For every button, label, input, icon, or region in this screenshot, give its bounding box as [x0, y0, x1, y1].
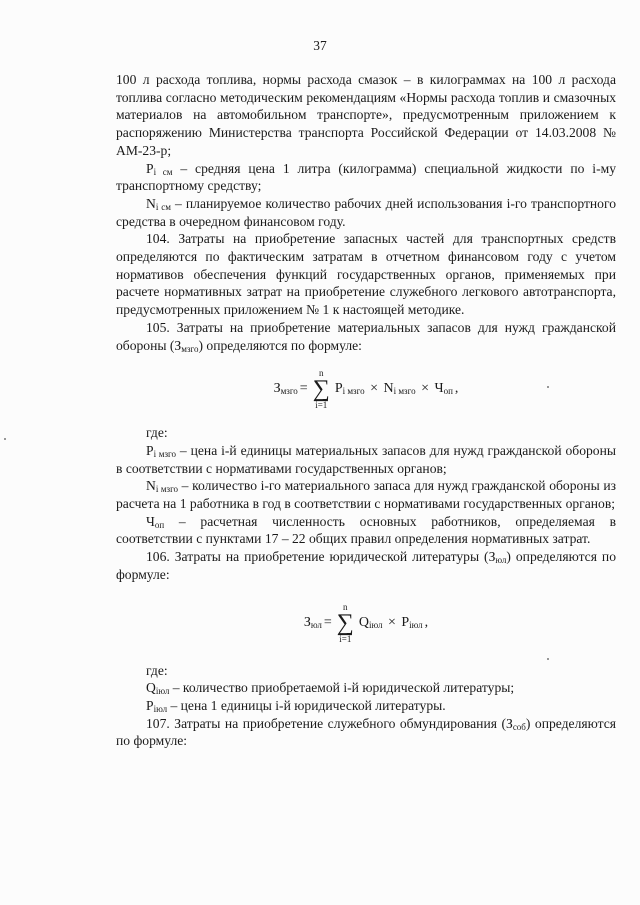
term-subscript: iюл: [368, 619, 383, 630]
definition-text: – количество приобретаемой i-й юридической литературы;: [169, 680, 515, 696]
symbol-subscript: i мзго: [155, 484, 179, 495]
lhs-symbol: З: [273, 381, 281, 397]
term-2: [383, 380, 415, 398]
definition-text: – расчетная численность основных работников, определяемая в соответствии с пунктами 17 – 22 общих правил определения нормативных затрат.: [116, 513, 616, 547]
times-sign: ×: [366, 381, 382, 397]
subscript: юл: [495, 555, 507, 566]
term-3: [434, 380, 452, 398]
symbol-subscript: iюл: [153, 703, 168, 714]
where-label: где:: [146, 425, 168, 441]
definition-text: – планируемое количество рабочих дней использования i-го транспортного средства в очередном финансовом году.: [116, 195, 616, 229]
symbol-subscript: iюл: [155, 686, 170, 697]
lhs-subscript: юл: [310, 619, 322, 630]
definition-n-mzgo: [116, 477, 616, 512]
scan-speck: [547, 658, 549, 660]
where-label: где:: [146, 662, 168, 678]
term-symbol: Q: [358, 614, 369, 630]
subscript: мзго: [181, 343, 199, 354]
formula-mzgo: [116, 354, 616, 424]
scan-speck: [547, 386, 549, 388]
lhs-subscript: мзго: [280, 386, 298, 397]
symbol: Ч: [146, 513, 155, 529]
lhs-symbol: З: [303, 614, 311, 630]
symbol-subscript: i см: [155, 201, 171, 212]
formula-yl: [116, 584, 616, 662]
subscript: соб: [512, 721, 526, 732]
definition-p-mzgo: [116, 442, 616, 477]
term-subscript: оп: [443, 386, 453, 397]
term-symbol: Ч: [434, 381, 444, 397]
symbol: P: [146, 442, 154, 458]
summation: [313, 368, 330, 410]
symbol-subscript: оп: [154, 519, 165, 530]
definition-p-sm: [116, 160, 616, 195]
summation: [337, 602, 354, 644]
symbol: P: [146, 697, 154, 713]
term-subscript: iюл: [409, 619, 423, 630]
definition-text: – средняя цена 1 литра (килограмма) специальной жидкости по i-му транспортному средству;: [116, 160, 616, 194]
paragraph-text-tail: ) определяются по формуле:: [116, 549, 616, 582]
scan-speck: [4, 438, 6, 440]
definition-ch-op: [116, 513, 616, 548]
symbol: N: [146, 478, 156, 494]
paragraph-text-tail: ) определяются по формуле:: [198, 337, 362, 353]
definition-n-sm: [116, 195, 616, 230]
paragraph-continuation: 100 л расхода топлива, нормы расхода смазок – в килограммах на 100 л расхода топлива согласно методическим рекомендациям «Нормы расхода топлив и смазочных материалов на автомобильном транспорте», предусмотренным приложением к распоряжению Министерства транспорта Российской Федерации от 14.03.2008 № АМ-23-р;: [116, 72, 616, 158]
sum-upper-limit: n: [319, 368, 324, 379]
symbol: N: [146, 195, 156, 211]
term-1: [335, 380, 365, 398]
times-sign: ×: [384, 614, 400, 630]
formula-end-punctuation: ,: [454, 381, 459, 397]
term-subscript: i мзго: [342, 386, 365, 397]
formula-lhs: [304, 614, 322, 632]
paragraph-text: 105. Затраты на приобретение материальных запасов для нужд гражданской обороны (З: [116, 319, 616, 353]
definition-text: – цена 1 единицы i-й юридической литературы.: [167, 697, 446, 713]
equals-sign: =: [299, 381, 308, 397]
term-subscript: i мзго: [393, 386, 416, 397]
paragraph-104: 104. Затраты на приобретение запасных частей для транспортных средств определяются по фактическим затратам в отчетном финансовом году с учетом нормативов обеспечения функций государственных органов, применяемых при расчете нормативных затрат на приобретение служебного легкового автотранспорта, предусмотренных приложением № 1 к настоящей методике.: [116, 231, 616, 318]
page-number: 37: [313, 38, 327, 53]
times-sign: ×: [417, 381, 433, 397]
sigma-icon: ∑: [336, 609, 354, 636]
equals-sign: =: [323, 614, 332, 630]
document-body: [116, 71, 616, 750]
paragraph-text: 106. Затраты на приобретение юридической литературы (З: [146, 549, 496, 565]
formula-lhs: [274, 380, 298, 398]
paragraph-text: 107. Затраты на приобретение служебного обмундирования (З: [146, 715, 513, 731]
symbol-subscript: i см: [153, 166, 173, 177]
symbol: P: [146, 160, 154, 176]
term-2: [401, 614, 422, 632]
symbol: Q: [146, 680, 156, 696]
paragraph-105: [116, 319, 616, 354]
paragraph-107: [116, 715, 616, 750]
sum-lower-limit: i=1: [339, 633, 352, 644]
sum-upper-limit: n: [343, 601, 348, 612]
formula-end-punctuation: ,: [424, 614, 429, 630]
definition-p-yl: [116, 697, 616, 715]
symbol-subscript: i мзго: [153, 448, 177, 459]
term-symbol: N: [383, 381, 394, 397]
definition-text: – цена i-й единицы материальных запасов для нужд гражданской обороны в соответствии с нормативами государственных органов;: [116, 442, 617, 476]
definition-q-yl: [116, 679, 616, 697]
definition-text: – количество i-го материального запаса для нужд гражданской обороны из расчета на 1 работника в год в соответствии с нормативами государственных органов;: [116, 478, 616, 512]
sigma-icon: ∑: [312, 376, 330, 403]
term-1: [359, 614, 383, 632]
term-symbol: P: [334, 381, 343, 397]
paragraph-text-tail: ) определяются по формуле:: [116, 715, 616, 749]
sum-lower-limit: i=1: [315, 400, 328, 411]
paragraph-106: [116, 548, 616, 583]
term-symbol: P: [401, 614, 410, 630]
